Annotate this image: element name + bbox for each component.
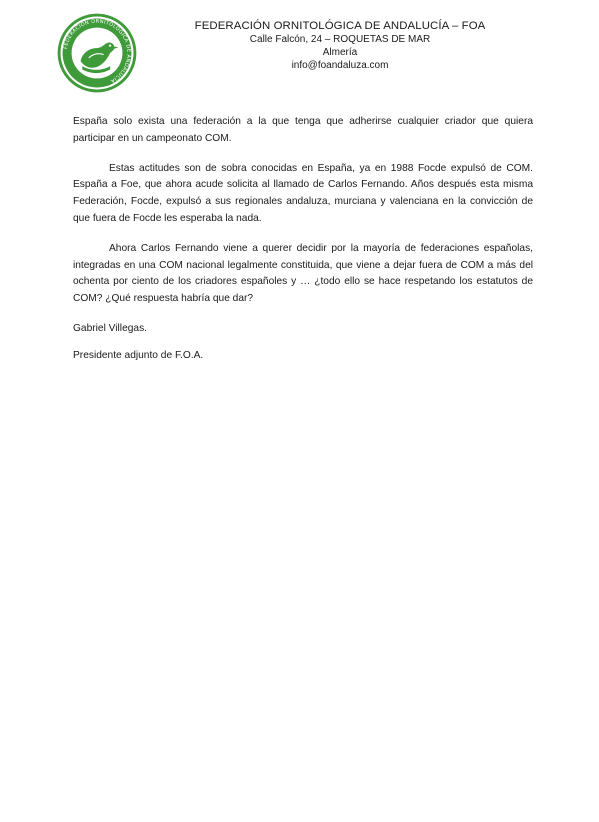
address-line: Calle Falcón, 24 – ROQUETAS DE MAR [249, 34, 431, 45]
paragraph-2: Estas actitudes son de sobra conocidas en España, ya en 1988 Focde expulsó de COM. España a Foe, que ahora acude solicita al llamado de Carlos Fernando. Años después esta misma Federación, Focde, expulsó a sus regionales andaluza, murciana y valenciana en la convicción de que fuera de Focde les esperaba la nada. [73, 162, 533, 224]
organization-name: FEDERACIÓN ORNITOLÓGICA DE ANDALUCÍA – FOA [194, 20, 486, 32]
paragraph-1: España solo exista una federación a la que tenga que adherirse cualquier criador que quiera participar en un campeonato COM. [73, 116, 533, 144]
signature-title: Presidente adjunto de F.O.A. [73, 349, 204, 361]
logo-ring-text: FEDERACIÓN ORNITOLÓGICA DE ANDALUCÍA [62, 18, 132, 84]
letter-body [73, 114, 533, 375]
foa-logo [56, 12, 138, 94]
paragraph-3: Ahora Carlos Fernando viene a querer decidir por la mayoría de federaciones españolas, integradas en una COM nacional legalmente constituida, que viene a dejar fuera de COM a más del ochenta por ciento de los criadores españoles y … ¿todo ello se hace respetando los estatutos de COM? ¿Qué respuesta habría que dar? [73, 242, 533, 305]
city-line: Almería [322, 47, 358, 58]
signature-name: Gabriel Villegas. [73, 322, 147, 334]
email-line: info@foandaluza.com [291, 60, 389, 71]
letterhead [150, 19, 530, 72]
